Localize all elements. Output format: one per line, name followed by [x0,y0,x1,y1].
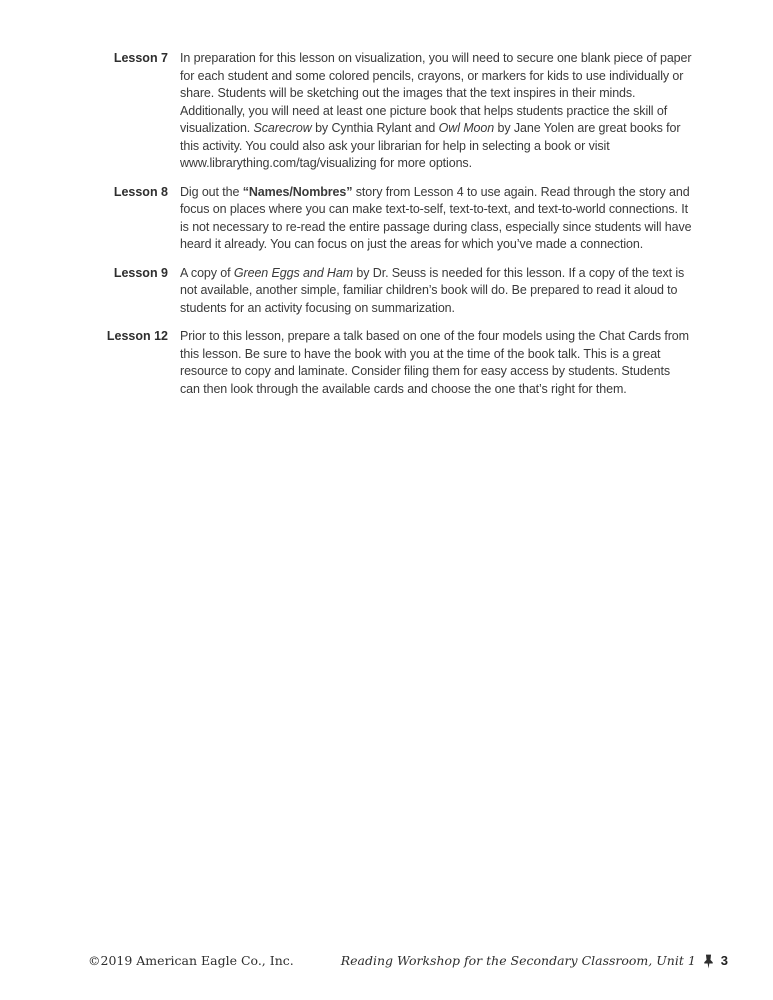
page-footer [88,953,728,968]
lesson-label: Lesson 12 [106,329,168,343]
lesson-body: Dig out the “Names/Nombres” story from Lesson 4 to use again. Read through the story and focus on places where you can make text-to-self, text-to-text, and text-to-world connections. It is not necessary to re-read the entire passage during class, especially since students will have heard it already. You can focus on just the areas for which you’ve made a connection. [180,184,692,251]
pushpin-icon [703,954,714,969]
lesson-prep-list [80,50,692,409]
lesson-body: In preparation for this lesson on visualization, you will need to secure one blank piece of paper for each student and some colored pencils, crayons, or markers for kids to use individually or share. Students will be sketching out the images that the text inspires in their minds. Additionally, you will need at least one picture book that helps students practice the skill of visualization. Scarecrow by Cynthia Rylant and Owl Moon by Jane Yolen are great books for this activity. You could also ask your librarian for help in selecting a book or visit www.librarything.com/tag/visualizing for more options. [180,51,692,170]
book-title: Reading Workshop for the Secondary Classroom, Unit 1 [340,953,696,968]
page-number: 3 [720,953,728,968]
lesson-row [80,265,692,318]
lesson-label: Lesson 9 [113,265,168,280]
lesson-row [80,50,692,173]
lesson-body: Prior to this lesson, prepare a talk based on one of the four models using the Chat Cards from this lesson. Be sure to have the book with you at the time of the book talk. This is a great resource to copy and laminate. Consider filing them for easy access by students. Students can then look through the available cards and choose the one that’s right for them. [180,329,689,396]
lesson-label: Lesson 7 [113,51,168,65]
footer-right-group [341,953,728,968]
lesson-label: Lesson 8 [113,184,168,199]
lesson-body: A copy of Green Eggs and Ham by Dr. Seuss is needed for this lesson. If a copy of the text is not available, another simple, familiar children’s book will do. Be prepared to read it aloud to students for an activity focusing on summarization. [180,265,685,315]
lesson-row [80,328,692,398]
lesson-row [80,184,692,254]
copyright-text: ©2019 American Eagle Co., Inc. [88,953,294,968]
